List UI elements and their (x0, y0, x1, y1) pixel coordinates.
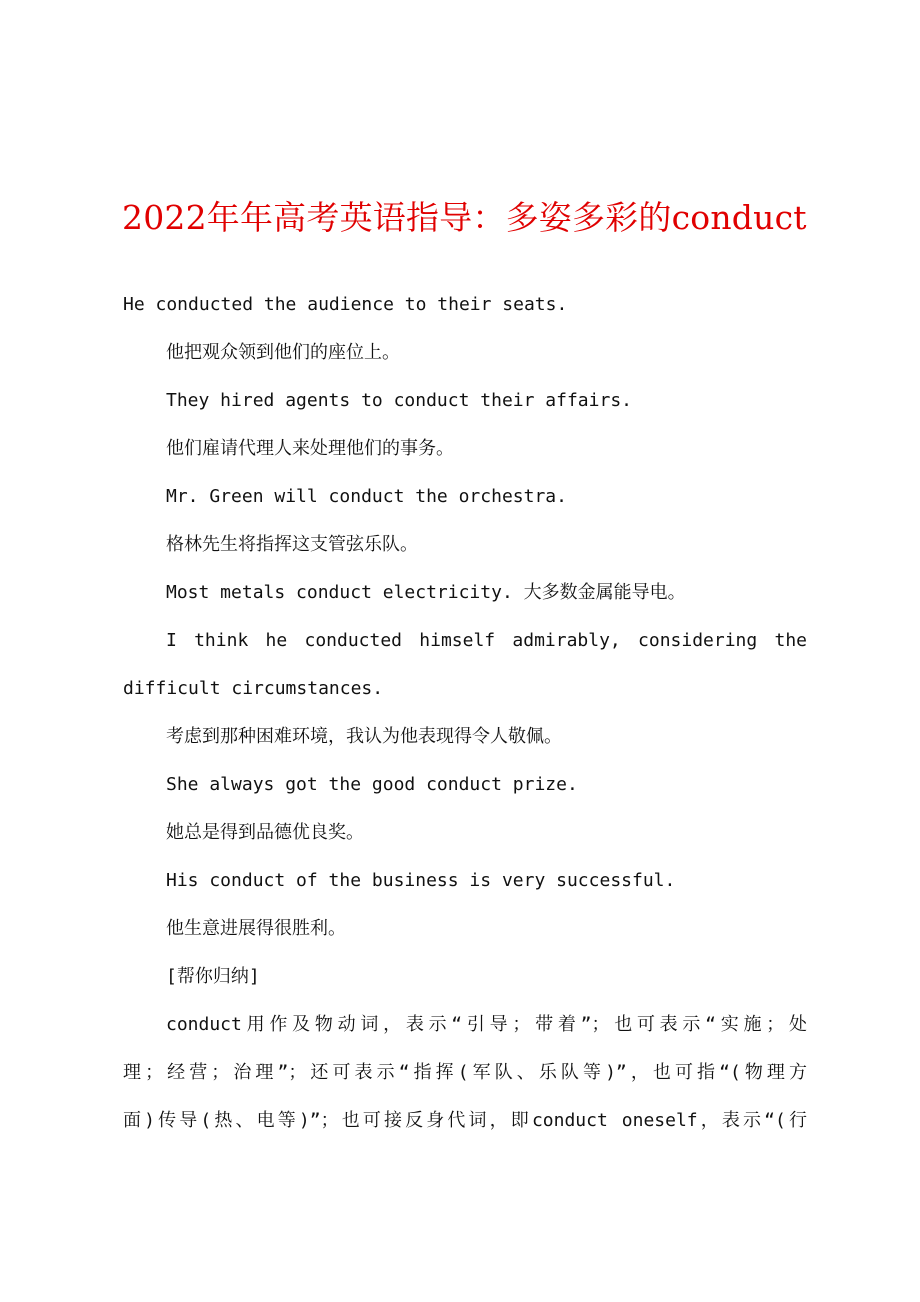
english-example-continuation-line: difficult circumstances. (123, 678, 384, 699)
chinese-translation-line: 他们雇请代理人来处理他们的事务。 (166, 438, 454, 459)
english-example-line: They hired agents to conduct their affairs. (166, 390, 632, 411)
document-body (123, 281, 807, 1145)
english-example-line: She always got the good conduct prize. (166, 774, 578, 795)
document-title: 2022年年高考英语指导：多姿多彩的conduct (122, 198, 807, 237)
chinese-translation-line: 他把观众领到他们的座位上。 (166, 342, 400, 363)
english-example-with-translation-line: Most metals conduct electricity. 大多数金属能导电。 (166, 582, 686, 603)
summary-paragraph-line: 面)传导(热、电等)”；也可接反身代词，即conduct oneself，表示“(行 (123, 1110, 807, 1131)
summary-paragraph-line: conduct用作及物动词，表示“引导；带着”；也可表示“实施；处 (166, 1014, 807, 1035)
english-example-line: I think he conducted himself admirably, considering the (166, 630, 807, 651)
english-example-line: Mr. Green will conduct the orchestra. (166, 486, 567, 507)
english-example-line: He conducted the audience to their seats. (123, 294, 568, 315)
english-example-line: His conduct of the business is very successful. (166, 870, 676, 891)
chinese-translation-line: 她总是得到品德优良奖。 (166, 822, 364, 843)
summary-paragraph-line: 理；经营；治理”；还可表示“指挥(军队、乐队等)”，也可指“(物理方 (123, 1062, 807, 1083)
chinese-translation-line: 格林先生将指挥这支管弦乐队。 (166, 534, 418, 555)
chinese-translation-line: 考虑到那种困难环境，我认为他表现得令人敬佩。 (166, 726, 562, 747)
summary-heading: [帮你归纳] (166, 966, 260, 987)
chinese-translation-line: 他生意进展得很胜利。 (166, 918, 346, 939)
